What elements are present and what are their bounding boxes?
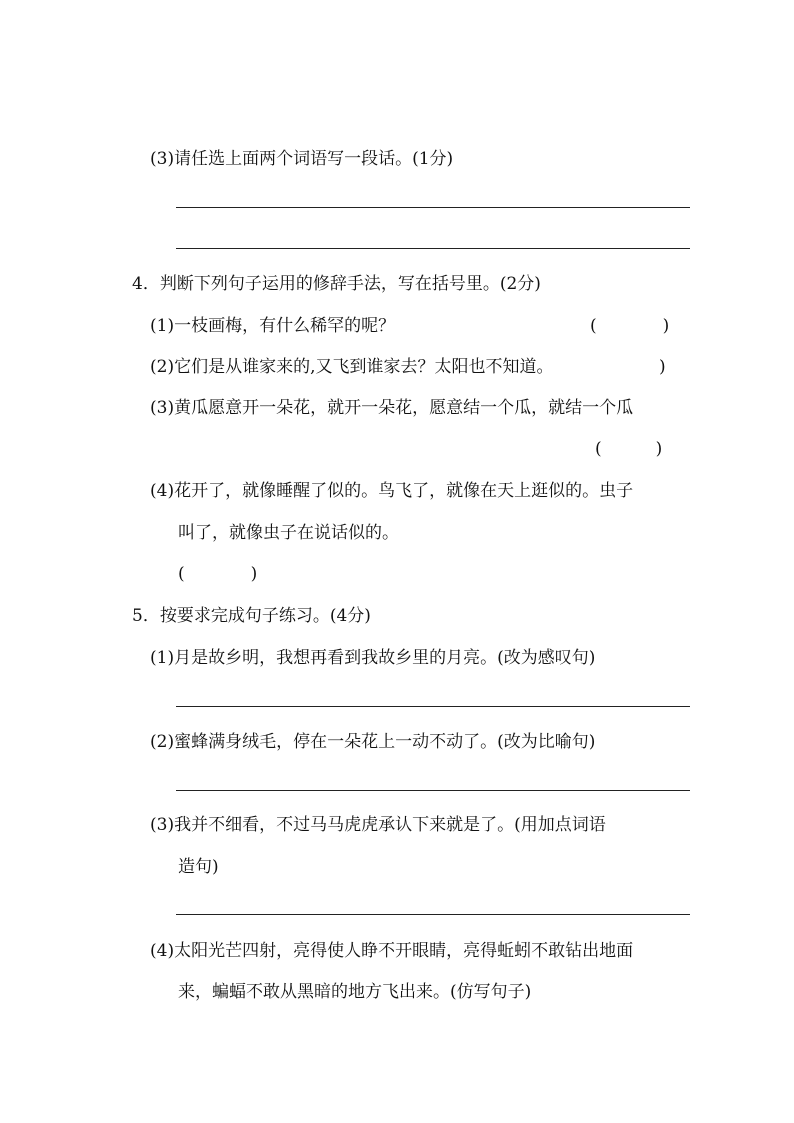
q3-3-answer-line-2[interactable] [176, 248, 690, 249]
paren-open: ( [590, 316, 597, 336]
q3-3-answer-line-1[interactable] [176, 207, 690, 208]
paren-open: ( [595, 439, 602, 459]
q4-item-4-answer-parens[interactable] [178, 563, 257, 585]
q4-item-1: (1)一枝画梅，有什么稀罕的呢？ [150, 316, 396, 336]
q5-item-3-answer-line[interactable] [176, 914, 690, 915]
paren-close: ) [250, 564, 258, 584]
paren-open: ( [178, 564, 185, 584]
q4-heading: 4．判断下列句子运用的修辞手法，写在括号里。(2分) [132, 274, 541, 294]
q5-item-3-line-2: 造句) [178, 857, 219, 877]
q5-item-2: (2)蜜蜂满身绒毛，停在一朵花上一动不动了。(改为比喻句) [150, 732, 596, 752]
q5-item-1: (1)月是故乡明，我想再看到我故乡里的月亮。(改为感叹句) [150, 648, 596, 668]
q4-item-3: (3)黄瓜愿意开一朵花，就开一朵花，愿意结一个瓜，就结一个瓜 [150, 398, 634, 418]
q4-item-1-answer-parens[interactable] [590, 315, 669, 337]
q4-item-3-answer-parens[interactable] [595, 438, 662, 460]
q5-heading: 5．按要求完成句子练习。(4分) [132, 606, 371, 626]
q5-item-4-line-1: (4)太阳光芒四射，亮得使人睁不开眼睛，亮得蚯蚓不敢钻出地面 [150, 941, 634, 961]
q3-3-prompt: (3)请任选上面两个词语写一段话。(1分) [150, 149, 454, 169]
q5-item-3-line-1: (3)我并不细看，不过马马虎虎承认下来就是了。(用加点词语 [150, 815, 606, 835]
q5-item-4-line-2: 来，蝙蝠不敢从黑暗的地方飞出来。(仿写句子) [178, 982, 532, 1002]
q4-item-2-answer-parens[interactable] [597, 356, 666, 378]
paren-close: ) [655, 439, 663, 459]
q4-item-2: (2)它们是从谁家来的,又飞到谁家去？太阳也不知道。 [150, 357, 554, 377]
paren-close: ) [659, 357, 666, 377]
q4-item-4-line-1: (4)花开了，就像睡醒了似的。鸟飞了，就像在天上逛似的。虫子 [150, 481, 634, 501]
q5-item-2-answer-line[interactable] [176, 790, 690, 791]
paren-close: ) [662, 316, 670, 336]
q4-item-4-line-2: 叫了，就像虫子在说话似的。 [178, 523, 399, 543]
q5-item-1-answer-line[interactable] [176, 706, 690, 707]
